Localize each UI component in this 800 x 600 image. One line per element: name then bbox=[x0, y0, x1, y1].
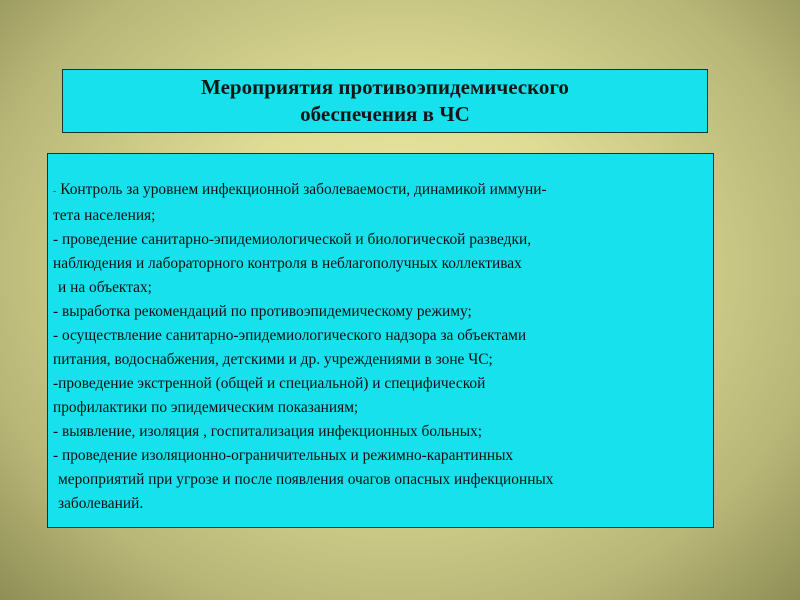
slide-title-box bbox=[62, 69, 708, 133]
content-line: -проведение экстренной (общей и специальной) и специфической bbox=[53, 375, 486, 392]
content-line: - выявление, изоляция , госпитализация инфекционных больных; bbox=[53, 423, 483, 440]
bullet-dash: - bbox=[53, 186, 57, 197]
content-line bbox=[53, 178, 713, 204]
content-line: - осуществление санитарно-эпидемиологического надзора за объектами bbox=[53, 327, 527, 344]
content-line: - проведение изоляционно-ограничительных и режимно-карантинных bbox=[53, 447, 514, 464]
content-line: питания, водоснабжения, детскими и др. учреждениями в зоне ЧС; bbox=[53, 351, 493, 368]
content-line: заболеваний. bbox=[58, 495, 144, 512]
slide-title-line-2: обеспечения в ЧС bbox=[300, 102, 470, 126]
slide-title-line-1: Мероприятия противоэпидемического bbox=[201, 75, 569, 99]
content-box bbox=[47, 153, 714, 528]
content-line-text: Контроль за уровнем инфекционной заболеваемости, динамикой иммуни- bbox=[60, 181, 547, 198]
content-line: и на объектах; bbox=[58, 279, 152, 296]
content-line: - выработка рекомендаций по противоэпидемическому режиму; bbox=[53, 303, 472, 320]
content-line: профилактики по эпидемическим показаниям; bbox=[53, 399, 359, 416]
content-line: тета населения; bbox=[53, 207, 156, 224]
content-line: мероприятий при угрозе и после появления очагов опасных инфекционных bbox=[58, 471, 554, 488]
content-line: - проведение санитарно-эпидемиологической и биологической разведки, bbox=[53, 231, 532, 248]
content-line: наблюдения и лабораторного контроля в неблагополучных коллективах bbox=[53, 255, 522, 272]
